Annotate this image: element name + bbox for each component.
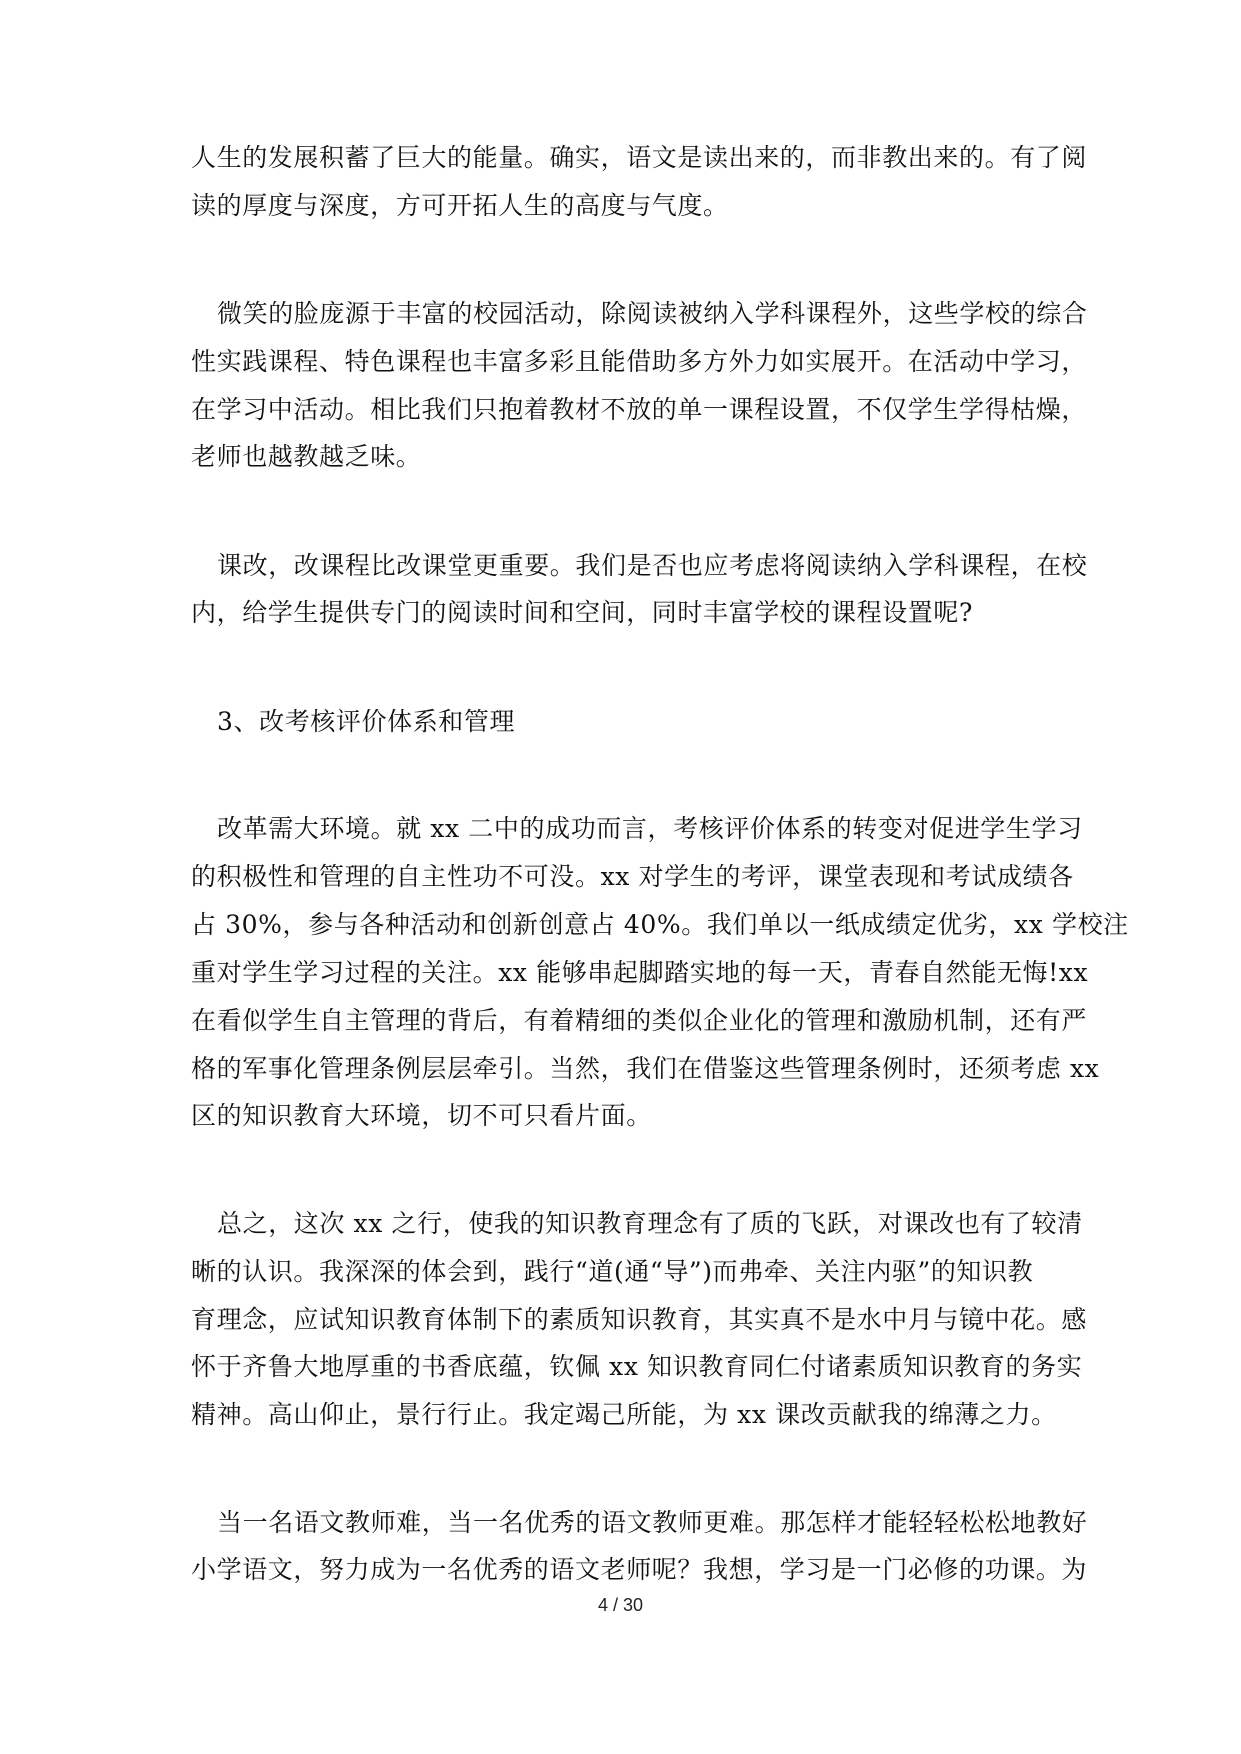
paragraph-7-line-1: 当一名语文教师难，当一名优秀的语文教师更难。那怎样才能轻轻松松地教好 xyxy=(217,1508,1088,1537)
paragraph-3-line-2: 内，给学生提供专门的阅读时间和空间，同时丰富学校的课程设置呢? xyxy=(191,598,974,627)
section-heading: 3、改考核评价体系和管理 xyxy=(217,707,516,736)
paragraph-5-line-5: 在看似学生自主管理的背后，有着精细的类似企业化的管理和激励机制，还有严 xyxy=(191,1006,1088,1035)
paragraph-5-line-1: 改革需大环境。就 xx 二中的成功而言，考核评价体系的转变对促进学生学习 xyxy=(217,814,1083,843)
paragraph-2-line-3: 在学习中活动。相比我们只抱着教材不放的单一课程设置，不仅学生学得枯燥， xyxy=(191,395,1088,424)
paragraph-6-line-2: 晰的认识。我深深的体会到，践行“道(通“导”)而弗牵、关注内驱”的知识教 xyxy=(191,1257,1034,1286)
paragraph-3-line-1: 课改，改课程比改课堂更重要。我们是否也应考虑将阅读纳入学科课程，在校 xyxy=(217,551,1088,580)
paragraph-6-line-3: 育理念，应试知识教育体制下的素质知识教育，其实真不是水中月与镜中花。感 xyxy=(191,1305,1088,1334)
paragraph-6-line-1: 总之，这次 xx 之行，使我的知识教育理念有了质的飞跃，对课改也有了较清 xyxy=(217,1209,1083,1238)
page-number: 4 / 30 xyxy=(597,1595,644,1615)
paragraph-1-line-2: 读的厚度与深度，方可开拓人生的高度与气度。 xyxy=(191,191,729,220)
paragraph-5-line-6: 格的军事化管理条例层层牵引。当然，我们在借鉴这些管理条例时，还须考虑 xx xyxy=(191,1054,1100,1083)
paragraph-2-line-1: 微笑的脸庞源于丰富的校园活动，除阅读被纳入学科课程外，这些学校的综合 xyxy=(217,299,1088,328)
paragraph-7-line-2: 小学语文，努力成为一名优秀的语文老师呢？我想，学习是一门必修的功课。为 xyxy=(191,1555,1088,1584)
paragraph-2-line-2: 性实践课程、特色课程也丰富多彩且能借助多方外力如实展开。在活动中学习， xyxy=(191,347,1088,376)
paragraph-5-line-2: 的积极性和管理的自主性功不可没。xx 对学生的考评，课堂表现和考试成绩各 xyxy=(191,862,1074,891)
paragraph-5-line-4: 重对学生学习过程的关注。xx 能够串起脚踏实地的每一天，青春自然能无悔!xx xyxy=(191,958,1089,987)
paragraph-6-line-4: 怀于齐鲁大地厚重的书香底蕴，钦佩 xx 知识教育同仁付诸素质知识教育的务实 xyxy=(191,1352,1083,1381)
paragraph-5-line-7: 区的知识教育大环境，切不可只看片面。 xyxy=(191,1101,652,1130)
paragraph-2-line-4: 老师也越教越乏味。 xyxy=(191,442,422,471)
paragraph-1-line-1: 人生的发展积蓄了巨大的能量。确实，语文是读出来的，而非教出来的。有了阅 xyxy=(191,143,1088,172)
paragraph-5-line-3: 占 30%，参与各种活动和创新创意占 40%。我们单以一纸成绩定优劣，xx 学校注 xyxy=(191,910,1129,939)
paragraph-6-line-5: 精神。高山仰止，景行行止。我定竭己所能，为 xx 课改贡献我的绵薄之力。 xyxy=(191,1400,1057,1429)
